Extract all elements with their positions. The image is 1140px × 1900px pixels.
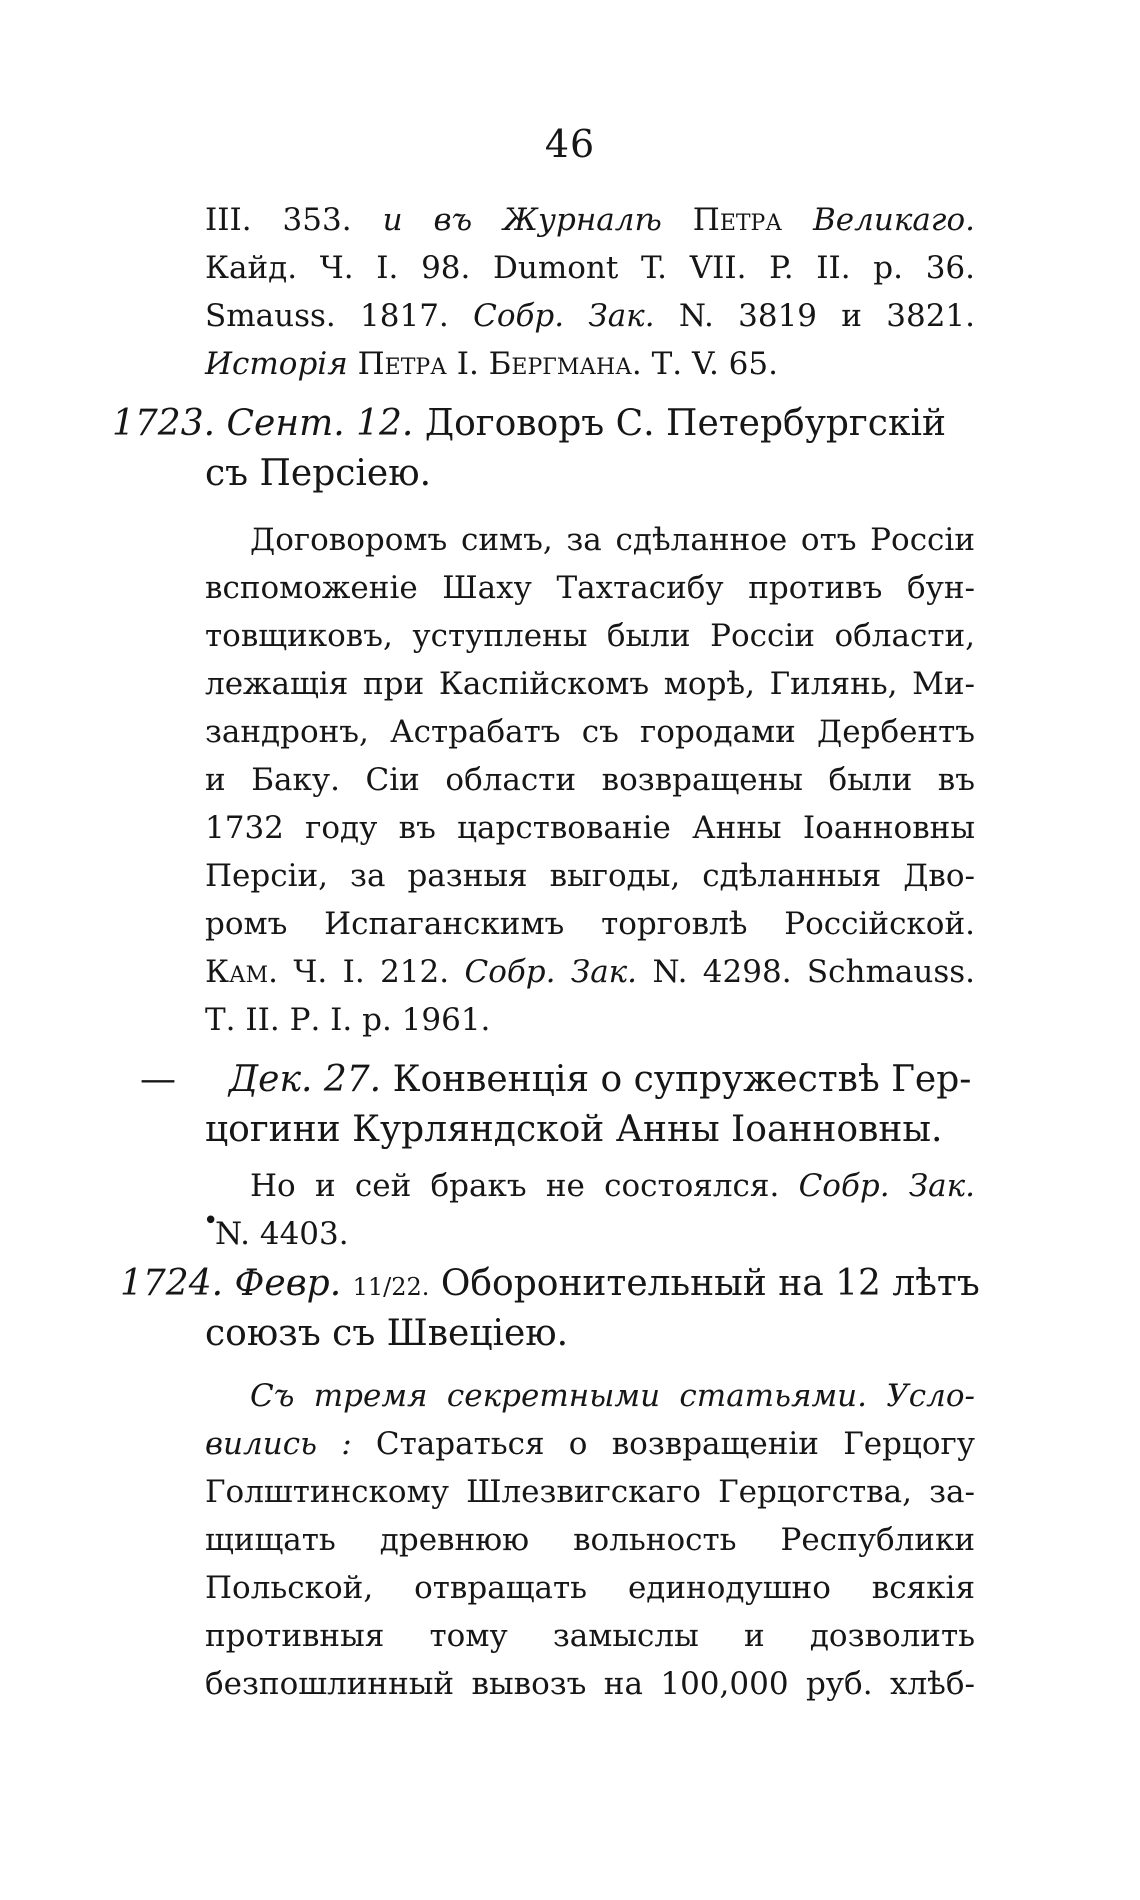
ref-line-3 bbox=[205, 296, 975, 336]
body-line: Польской, отвращать единодушно всякія bbox=[205, 1570, 975, 1606]
body-line: товщиковъ, уступлены были Россіи области, bbox=[205, 618, 975, 654]
ref-text-italic: Собр. Зак. bbox=[798, 1168, 975, 1204]
ref-line: Т. II. Р. I. р. 1961. bbox=[205, 1002, 491, 1038]
entry-date: Дек. 27. bbox=[228, 1059, 382, 1100]
entry-title-cont: союзъ съ Швеціею. bbox=[205, 1313, 569, 1354]
entry-title-cont: цогини Курляндской Анны Іоанновны. bbox=[205, 1109, 943, 1150]
ref-text-italic: Великаго. bbox=[812, 202, 975, 238]
body-line: Персіи, за разныя выгоды, сдѣланныя Дво- bbox=[205, 858, 975, 894]
entry-title: Договоръ С. Петербургскій bbox=[424, 403, 946, 444]
entry-heading bbox=[120, 1262, 982, 1309]
body-line bbox=[250, 1166, 975, 1206]
ref-text-italic: Собр. Зак. bbox=[464, 954, 638, 990]
body-line: зандронъ, Астрабатъ съ городами Дербентъ bbox=[205, 714, 975, 750]
page-number: 46 bbox=[544, 122, 596, 166]
ref-line-1 bbox=[205, 200, 975, 240]
body-line: и Баку. Сіи области возвращены были въ bbox=[205, 762, 975, 798]
body-text: Но и сей бракъ не состоялся. bbox=[250, 1168, 780, 1204]
ref-text-italic: и въ Журналѣ bbox=[382, 202, 662, 238]
entry-date: Февр. bbox=[234, 1263, 342, 1304]
ref-line: N. 4403. bbox=[215, 1216, 349, 1252]
body-line: щищать древнюю вольность Республики bbox=[205, 1522, 975, 1558]
entry-title: Конвенція о супружествѣ Гер- bbox=[392, 1059, 972, 1100]
ref-text-italic: Исторія bbox=[205, 346, 348, 382]
body-line bbox=[205, 1424, 975, 1464]
body-line: Съ тремя секретными статьями. Усло- bbox=[250, 1378, 975, 1414]
entry-year: 1724. bbox=[120, 1263, 224, 1304]
entry-dash: — bbox=[140, 1059, 176, 1100]
entry-title-cont: съ Персіею. bbox=[205, 453, 432, 494]
ref-line-2: Кайд. Ч. I. 98. Dumont T. VII. P. II. p. 36. bbox=[205, 250, 975, 286]
body-line: 1732 году въ царствованіе Анны Іоанновны bbox=[205, 810, 975, 846]
ref-text-italic: Собр. Зак. bbox=[473, 298, 655, 334]
entry-year: 1723. bbox=[112, 403, 216, 444]
ref-text-smallcaps: Петра bbox=[692, 202, 783, 238]
ref-line-4 bbox=[205, 344, 778, 384]
body-text: Стараться о возвращеніи Герцогу bbox=[375, 1426, 975, 1462]
entry-date-fraction: 11/22. bbox=[352, 1273, 430, 1301]
entry-heading bbox=[140, 1058, 982, 1102]
ref-text: N. 4298. Schmauss. bbox=[652, 954, 976, 990]
body-line: Договоромъ симъ, за сдѣланное отъ Россіи bbox=[250, 522, 975, 558]
entry-heading bbox=[112, 402, 982, 446]
ref-text-smallcaps: Кам. Ч. I. 212. bbox=[205, 954, 450, 990]
entry-title: Оборонительный на 12 лѣтъ bbox=[440, 1263, 980, 1304]
body-line: вспоможеніе Шаху Тахтасибу противъ бун- bbox=[205, 570, 975, 606]
ink-dot: • bbox=[203, 1206, 219, 1236]
body-line: ромъ Испаганскимъ торговлѣ Россійской. bbox=[205, 906, 975, 942]
ref-line bbox=[205, 952, 975, 992]
ref-text-smallcaps: Петра I. Бергмана. Т. V. 65. bbox=[357, 346, 778, 382]
body-line: безпошлинный вывозъ на 100,000 руб. хлѣб- bbox=[205, 1666, 975, 1702]
ref-text: Smauss. 1817. bbox=[205, 298, 449, 334]
entry-date: Сент. 12. bbox=[226, 403, 414, 444]
ref-text: III. 353. bbox=[205, 202, 352, 238]
body-line: противныя тому замыслы и дозволить bbox=[205, 1618, 975, 1654]
body-line: лежащія при Каспійскомъ морѣ, Гилянь, Ми- bbox=[205, 666, 975, 702]
body-text-italic: вились : bbox=[205, 1426, 352, 1462]
body-line: Голштинскому Шлезвигскаго Герцогства, за- bbox=[205, 1474, 975, 1510]
ref-text: N. 3819 и 3821. bbox=[678, 298, 976, 334]
